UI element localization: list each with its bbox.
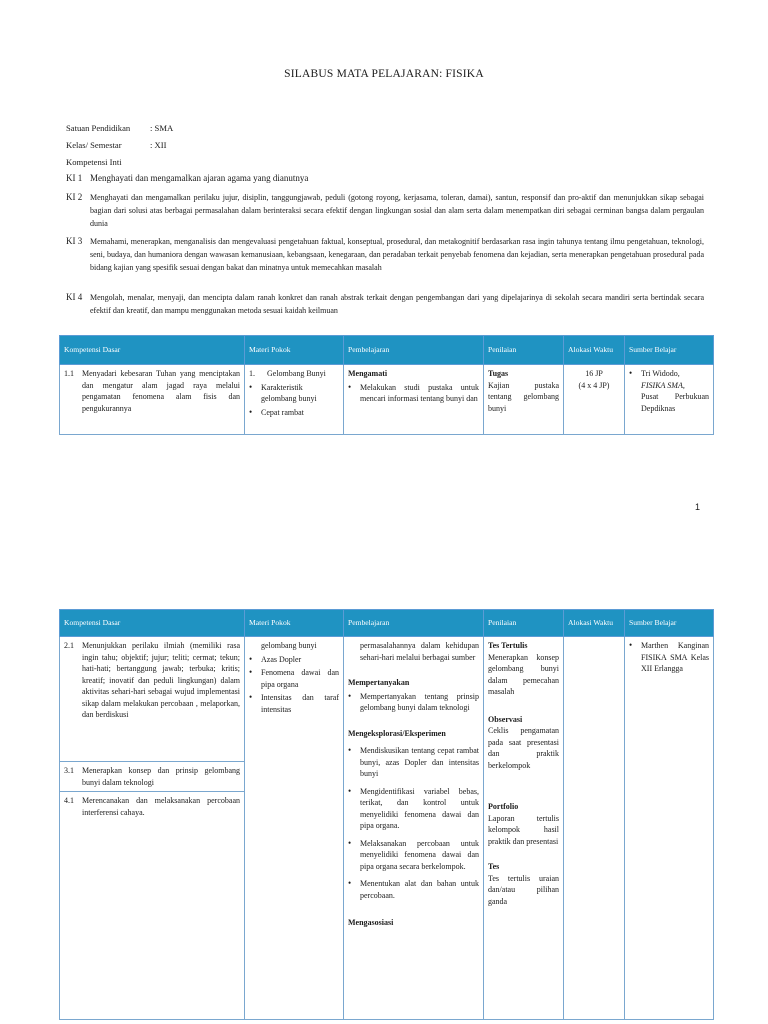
- materi-item: Karakteristik gelombang bunyi: [261, 382, 317, 403]
- pembelajaran-heading: Mengeksplorasi/Eksperimen: [348, 728, 446, 738]
- penilaian-text: Laporan tertulis kelompok hasil praktik dan presentasi: [488, 813, 559, 846]
- penilaian-cell: [484, 365, 564, 435]
- bullet-icon: •: [249, 692, 253, 702]
- header-sumber-belajar: Sumber Belajar: [625, 336, 714, 365]
- header-penilaian: Penilaian: [484, 610, 564, 637]
- penilaian-heading: Portfolio: [488, 802, 519, 811]
- penilaian-text: Menerapkan konsep gelombang bunyi dalam pemecahan masalah: [488, 652, 559, 696]
- kd-number: 1.1: [64, 369, 74, 378]
- penilaian-cell: [484, 637, 564, 1020]
- bullet-icon: •: [249, 381, 253, 392]
- kd-text: Menerapkan konsep dan prinsip gelombang bunyi dalam teknologi: [82, 766, 240, 787]
- table-header-row: [60, 610, 714, 637]
- bullet-icon: •: [348, 878, 352, 888]
- penilaian-heading: Tugas: [488, 369, 509, 378]
- table-header-row: [60, 336, 714, 365]
- bullet-icon: •: [629, 368, 633, 378]
- materi-cell: [245, 637, 344, 1020]
- penilaian-heading: Tes: [488, 862, 500, 871]
- header-pembelajaran: Pembelajaran: [344, 610, 484, 637]
- penilaian-heading: Observasi: [488, 714, 523, 724]
- pembelajaran-item: Mempertanyakan tentang prinsip gelombang bunyi dalam teknologi: [360, 691, 479, 712]
- kd-cell: [60, 792, 245, 1020]
- meta-label: Kelas/ Semestar: [66, 140, 122, 150]
- syllabus-table-page2: [59, 609, 714, 1020]
- pembelajaran-item: Melakukan studi pustaka untuk mencari informasi tentang bunyi dan: [360, 382, 479, 403]
- sumber-cell: [625, 365, 714, 435]
- header-kompetensi-dasar: Kompetensi Dasar: [60, 336, 245, 365]
- pembelajaran-item: Mendiskusikan tentang cepat rambat bunyi, azas Dopler dan intensitas bunyi: [360, 746, 479, 778]
- meta-value: : SMA: [150, 123, 174, 133]
- materi-item: Cepat rambat: [261, 407, 304, 417]
- pembelajaran-item: Menentukan alat dan bahan untuk percobaan.: [360, 879, 479, 900]
- pembelajaran-item: Mengidentifikasi variabel bebas, terikat, dan kontrol untuk menyelidiki fenomena dawai dan pipa organa.: [360, 786, 479, 830]
- kd-cell: [60, 365, 245, 435]
- ki-text: Menghayati dan mengamalkan perilaku jujur, disiplin, tanggungjawab, peduli (gotong royong, kerjasama, toleran, damai), santun, responsif dan pro-aktif dan menunjukkan sikap sebagai bagian dari solusi atas berbagai permasalahan dalam berinteraksi secara efektif dengan lingkungan sosial dan alam serta dalam menempatkan diri sebagai cerminan bangsa dalam pergaulan dunia: [90, 193, 704, 228]
- document-title: SILABUS MATA PELAJARAN: FISIKA: [284, 68, 484, 80]
- header-kompetensi-dasar: Kompetensi Dasar: [60, 610, 245, 637]
- pembelajaran-item: Melaksanakan percobaan untuk menyelidiki fenomena dawai dan pipa organa secara berkelompok.: [360, 838, 479, 871]
- page-number: 1: [695, 502, 701, 512]
- ki-number: KI 2: [66, 192, 83, 202]
- bullet-icon: •: [348, 785, 352, 796]
- bullet-icon: •: [348, 690, 352, 701]
- bullet-icon: •: [348, 745, 352, 755]
- kd-text: Merencanakan dan melaksanakan percobaan interferensi cahaya.: [82, 796, 240, 817]
- meta-label: Satuan Pendidikan: [66, 123, 131, 133]
- alokasi-cell: [564, 637, 625, 1020]
- materi-cell: [245, 365, 344, 435]
- bullet-icon: •: [249, 406, 253, 417]
- sumber-author: Tri Widodo,: [641, 369, 680, 378]
- penilaian-text: Ceklis pengamatan pada saat presentasi dan praktik berkelompok: [488, 726, 559, 770]
- penilaian-text: Kajian pustaka tentang gelombang bunyi: [488, 380, 559, 413]
- sumber-cell: [625, 637, 714, 1020]
- materi-item: Fenomena dawai dan pipa organa: [261, 668, 339, 689]
- header-alokasi-waktu: Alokasi Waktu: [564, 610, 625, 637]
- meta-kelas: [66, 139, 166, 151]
- kompetensi-inti-label: Kompetensi Inti: [66, 157, 122, 167]
- ki-number: KI 3: [66, 236, 83, 246]
- penilaian-text: Tes tertulis uraian dan/atau pilihan ganda: [488, 873, 559, 906]
- sumber-publisher: Pusat Perbukuan Depdiknas: [641, 392, 709, 413]
- materi-item: Intensitas dan taraf intensitas: [261, 693, 339, 714]
- alokasi-cell: [564, 365, 625, 435]
- table-row: [60, 637, 714, 762]
- sumber-book: FISIKA SMA,: [641, 380, 685, 390]
- ki-1: [66, 172, 704, 185]
- table-row: [60, 365, 714, 435]
- pembelajaran-cell: [344, 365, 484, 435]
- ki-3: [66, 235, 704, 274]
- materi-title: Gelombang Bunyi: [267, 369, 326, 378]
- materi-number: 1.: [249, 369, 255, 378]
- kd-cell: [60, 637, 245, 762]
- header-materi-pokok: Materi Pokok: [245, 336, 344, 365]
- header-alokasi-waktu: Alokasi Waktu: [564, 336, 625, 365]
- pembelajaran-cell: [344, 637, 484, 1020]
- ki-2: [66, 191, 704, 230]
- materi-lead: gelombang bunyi: [261, 641, 317, 650]
- ki-text: Mengolah, menalar, menyaji, dan mencipta dalam ranah konkret dan ranah abstrak terkait dengan pengembangan dari yang dipelajarinya di sekolah secara mandiri serta bertindak secara efektif dan kreatif, dan mampu menggunakan metoda sesuai kaidah keilmuan: [90, 293, 704, 315]
- bullet-icon: •: [249, 653, 253, 664]
- pembelajaran-heading: Mempertanyakan: [348, 678, 410, 687]
- kd-text: Menyadari kebesaran Tuhan yang menciptakan dan mengatur alam jagad raya melalui pengamatan fenomena alam fisis dan pengukurannya: [82, 369, 240, 413]
- alokasi-jp: 16 JP: [585, 369, 603, 378]
- ki-text: Menghayati dan mengamalkan ajaran agama yang dianutnya: [90, 173, 309, 183]
- ki-number: KI 4: [66, 292, 83, 302]
- ki-4: [66, 291, 704, 317]
- kd-number: 4.1: [64, 796, 74, 805]
- header-materi-pokok: Materi Pokok: [245, 610, 344, 637]
- pembelajaran-heading: Mengasosiasi: [348, 918, 394, 927]
- bullet-icon: •: [348, 837, 352, 848]
- alokasi-detail: (4 x 4 JP): [578, 380, 610, 390]
- kd-cell: [60, 762, 245, 792]
- sumber-item: Marthen Kanginan FISIKA SMA Kelas XII Erlangga: [641, 641, 709, 673]
- ki-number: KI 1: [66, 173, 83, 183]
- kd-number: 3.1: [64, 766, 74, 775]
- bullet-icon: •: [348, 381, 352, 392]
- kd-number: 2.1: [64, 641, 74, 650]
- kd-text: Menunjukkan perilaku ilmiah (memiliki rasa ingin tahu; objektif; jujur; teliti; cermat; tekun; hati-hati; bertanggung jawab; terbuka; kritis; kreatif; inovatif dan peduli lingkungan) dalam aktivitas sehari-hari sebagai wujud implementasi sikap dalam melakukan percobaan , melaporkan, dan berdiskusi: [82, 641, 240, 719]
- pembelajaran-heading: Mengamati: [348, 369, 388, 378]
- meta-value: : XII: [150, 140, 167, 150]
- bullet-icon: •: [629, 640, 633, 650]
- pembelajaran-lead: permasalahannya dalam kehidupan sehari-hari melalui berbagai sumber: [360, 641, 479, 662]
- syllabus-table-page1: [59, 335, 714, 435]
- header-sumber-belajar: Sumber Belajar: [625, 610, 714, 637]
- meta-satuan: [66, 122, 173, 134]
- header-penilaian: Penilaian: [484, 336, 564, 365]
- materi-item: Azas Dopler: [261, 654, 302, 664]
- header-pembelajaran: Pembelajaran: [344, 336, 484, 365]
- bullet-icon: •: [249, 667, 253, 677]
- penilaian-heading: Tes Tertulis: [488, 641, 528, 650]
- ki-text: Memahami, menerapkan, menganalisis dan mengevaluasi pengetahuan faktual, konseptual, prosedural, dan metakognitif berdasarkan rasa ingin tahunya tentang ilmu pengetahuan, teknologi, seni, budaya, dan humaniora dengan wawasan kemanusiaan, kebangsaan, kenegaraan, dan peradaban terkait penyebab fenomena dan kejadian, serta menerapkan pengetahuan prosedural pada bidang kajian yang spesifik sesuai dengan bakat dan minatnya untuk memecahkan masalah: [90, 237, 704, 272]
